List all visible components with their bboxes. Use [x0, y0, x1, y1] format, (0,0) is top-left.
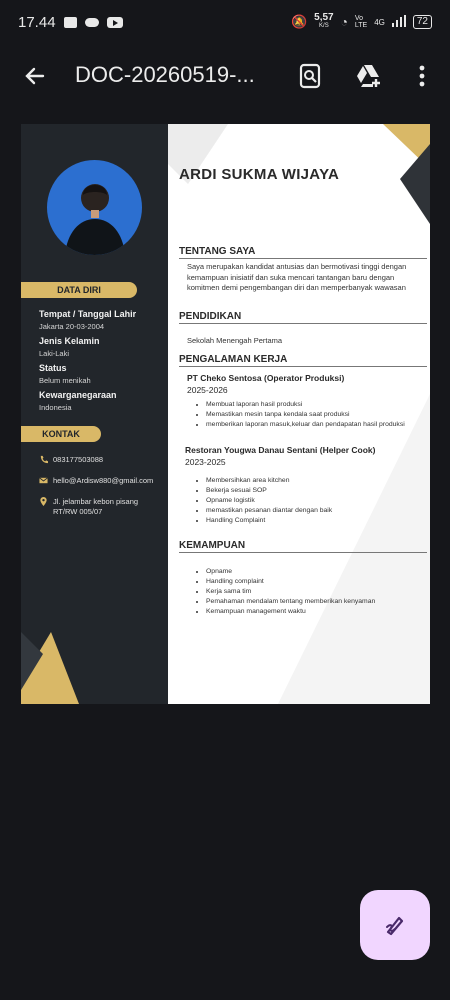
document-search-icon	[298, 63, 322, 89]
email-contact: hello@Ardisw880@gmail.com	[39, 476, 153, 486]
list-item: • Pemahaman mendalam tentang memberikan kenyaman	[206, 597, 421, 607]
search-in-document-button[interactable]	[295, 61, 325, 91]
status-label: Status	[39, 363, 67, 373]
list-item: • Opname	[206, 567, 421, 577]
pendidikan-heading: PENDIDIKAN	[179, 311, 427, 324]
status-bar	[0, 0, 450, 44]
network-type: 4G	[374, 17, 385, 27]
list-item: • Handling complaint	[206, 577, 421, 587]
top-toolbar	[0, 50, 450, 102]
edit-pen-icon	[382, 912, 408, 938]
resume-main	[168, 124, 430, 704]
email-icon	[39, 476, 48, 485]
network-speed: 5,57 K/S	[314, 12, 334, 29]
location-pin-icon	[39, 497, 48, 506]
job-title-1: PT Cheko Sentosa (Operator Produksi)	[187, 373, 345, 383]
back-button[interactable]	[20, 61, 50, 91]
phone-contact: 083177503088	[39, 455, 103, 465]
list-item: • Bekerja sesuai SOP	[206, 486, 421, 496]
gender-label: Jenis Kelamin	[39, 336, 100, 346]
pengalaman-kerja-heading: PENGALAMAN KERJA	[179, 354, 427, 367]
notification-app-icon-2	[85, 18, 99, 27]
resume-sidebar	[21, 124, 168, 704]
citizenship-label: Kewarganegaraan	[39, 390, 117, 400]
phone-icon	[39, 455, 48, 464]
gender-value: Laki-Laki	[39, 349, 70, 358]
sidebar-gold-triangle	[21, 632, 91, 704]
profile-photo	[47, 160, 142, 255]
edit-fab-button[interactable]	[360, 890, 430, 960]
battery-level: 72	[413, 15, 432, 29]
address-contact: Jl. jelambar kebon pisang RT/RW 005/07	[39, 497, 138, 517]
status-time: 17.44	[18, 13, 56, 31]
list-item: • Membuat laporan hasil produksi	[206, 400, 421, 410]
kontak-heading: KONTAK	[21, 426, 101, 442]
job-title-2: Restoran Yougwa Danau Sentani (Helper Cook)	[185, 445, 376, 455]
job-duties-1	[206, 400, 421, 430]
signal-icon	[392, 15, 406, 30]
citizenship-value: Indonesia	[39, 403, 72, 412]
kemampuan-heading: KEMAMPUAN	[179, 540, 427, 553]
list-item: • memberikan laporan masuk,keluar dan pendapatan hasil produksi	[206, 420, 421, 430]
dob-label: Tempat / Tanggal Lahir	[39, 309, 137, 319]
kemampuan-list	[206, 567, 421, 617]
resume-name: ARDI SUKMA WIJAYA	[179, 166, 340, 183]
wifi-icon: ◔	[340, 15, 348, 29]
youtube-notification-icon	[107, 17, 123, 28]
document-page	[21, 124, 430, 704]
job-period-1: 2025-2026	[187, 385, 228, 395]
more-vert-icon	[418, 64, 426, 88]
list-item: • Kerja sama tim	[206, 587, 421, 597]
tentang-saya-text: Saya merupakan kandidat antusias dan bermotivasi tinggi dengan kemampuan inisiatif dan suka mencari tantangan baru dengan komitmen demi pengembangan diri dan memperbanyak wawasan	[187, 262, 407, 292]
job-duties-2	[206, 476, 421, 526]
list-item: • memastikan pesanan diantar dengan baik	[206, 506, 421, 516]
tentang-saya-heading: TENTANG SAYA	[179, 246, 427, 259]
status-value: Belum menikah	[39, 376, 91, 385]
arrow-left-icon	[23, 64, 47, 88]
data-diri-heading: DATA DIRI	[21, 282, 137, 298]
list-item: • Kemampuan management waktu	[206, 607, 421, 617]
notification-app-icon	[64, 17, 77, 28]
mute-icon: 🔕	[290, 14, 308, 29]
drive-add-icon	[355, 63, 383, 89]
add-to-drive-button[interactable]	[354, 61, 384, 91]
volte-label: Vo LTE	[354, 15, 368, 29]
pendidikan-text: Sekolah Menengah Pertama	[187, 336, 283, 345]
list-item: • Opname logistik	[206, 496, 421, 506]
document-title: DOC-20260519-...	[75, 62, 255, 87]
dob-value: Jakarta 20-03-2004	[39, 322, 105, 331]
job-period-2: 2023-2025	[185, 457, 226, 467]
list-item: • Membersihkan area kitchen	[206, 476, 421, 486]
more-options-button[interactable]	[407, 61, 437, 91]
list-item: • Handling Complaint	[206, 516, 421, 526]
list-item: • Memastikan mesin tanpa kendala saat produksi	[206, 410, 421, 420]
